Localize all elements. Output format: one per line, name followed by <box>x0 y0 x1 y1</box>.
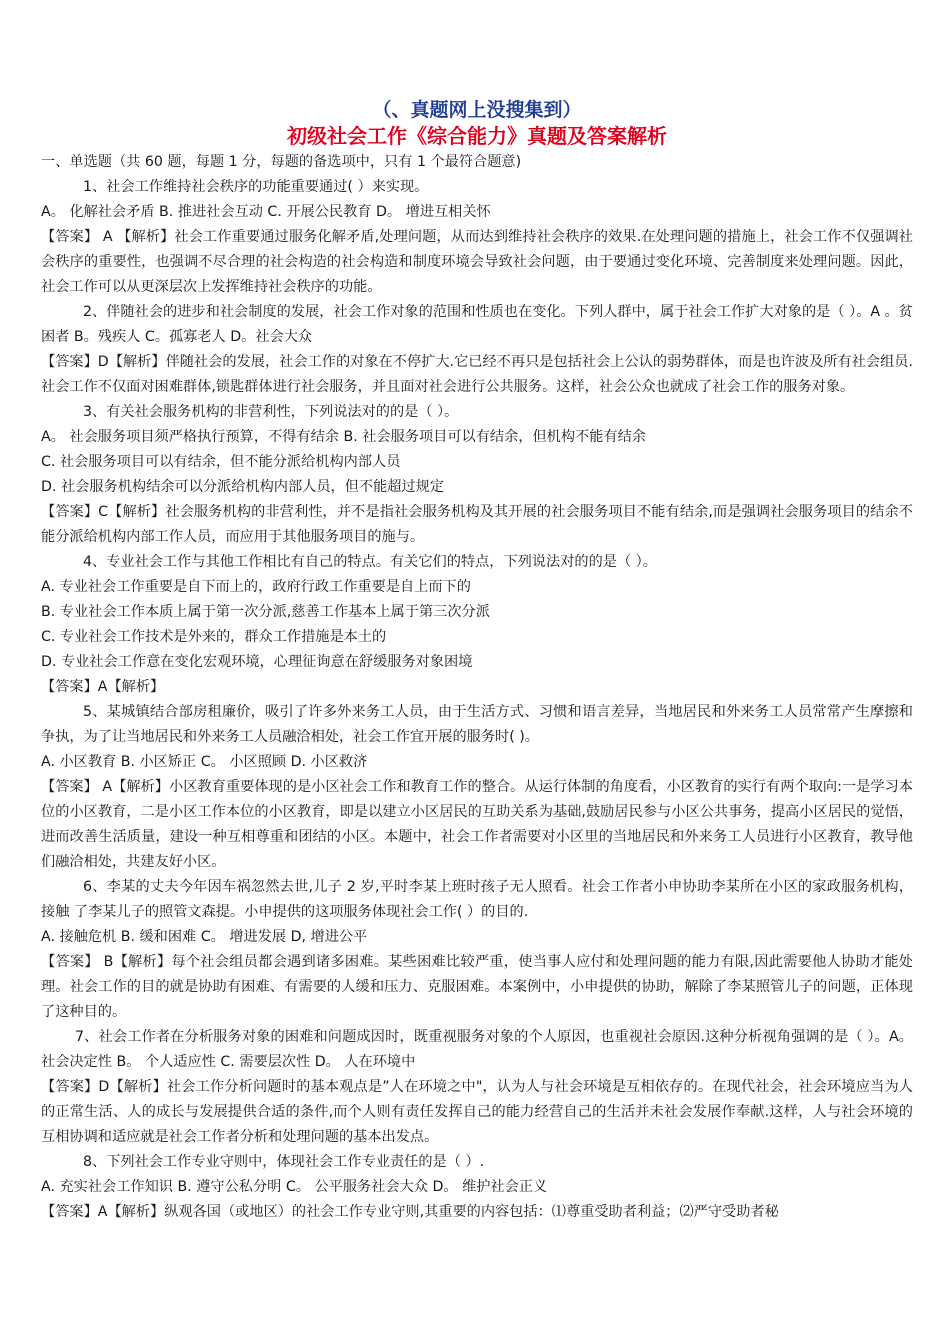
question-answer: 【答案】C【解析】社会服务机构的非营利性，并不是指社会服务机构及其开展的社会服务项目不能有结余,而是强调社会服务项目的结余不能分派给机构内部工作人员，而应用于其他服务项目的施与。 <box>41 504 913 545</box>
question-7 <box>41 1025 913 1150</box>
document-content <box>41 97 913 1225</box>
question-answer: 【答案】D【解析】伴随社会的发展，社会工作的对象在不停扩大.它已经不再只是包括社会上公认的弱势群体，而是也许波及所有社会组员.社会工作不仅面对困难群体,锁匙群体进行社会服务，并且面对社会进行公共服务。这样，社会公众也就成了社会工作的服务对象。 <box>41 354 913 395</box>
question-2 <box>41 300 913 400</box>
question-1 <box>41 175 913 300</box>
question-answer: 【答案】 B【解析】每个社会组员都会遇到诸多困难。某些困难比较严重，使当事人应付和处理问题的能力有限,因此需要他人协助才能处理。社会工作的目的就是协助有困难、有需要的人缓和压力、克服困难。本案例中，小申提供的协助，解除了李某照管儿子的问题，正体现了这种目的。 <box>41 954 913 1020</box>
question-options: D. 社会服务机构结余可以分派给机构内部人员，但不能超过规定 <box>41 479 445 495</box>
question-6 <box>41 875 913 1025</box>
question-stem: 1、社会工作维持社会秩序的功能重要通过( ）来实现。 <box>83 179 429 195</box>
section-heading: 一、单选题（共 60 题，每题 1 分，每题的备选项中，只有 1 个最符合题意) <box>41 154 522 170</box>
document-title: 初级社会工作《综合能力》真题及答案解析 <box>287 124 667 148</box>
question-options: C. 专业社会工作技术是外来的，群众工作措施是本土的 <box>41 629 387 645</box>
question-8 <box>41 1150 913 1225</box>
question-options: A. 专业社会工作重要是自下而上的，政府行政工作重要是自上而下的 <box>41 579 471 595</box>
question-options: A. 小区教育 B. 小区矫正 C。 小区照顾 D. 小区救济 <box>41 754 368 770</box>
question-stem: 4、专业社会工作与其他工作相比有自己的特点。有关它们的特点，下列说法对的的是（ ）。 <box>83 554 657 570</box>
question-options: A。 化解社会矛盾 B. 推进社会互动 C. 开展公民教育 D。 增进互相关怀 <box>41 204 491 220</box>
question-answer: 【答案】A【解析】 <box>41 679 165 695</box>
question-options: A. 充实社会工作知识 B. 遵守公私分明 C。 公平服务社会大众 D。 维护社会正义 <box>41 1179 548 1195</box>
question-stem: 5、某城镇结合部房租廉价，吸引了许多外来务工人员，由于生活方式、习惯和语言差异，当地居民和外来务工人员常常产生摩擦和争执，为了让当地居民和外来务工人员融洽相处，社会工作宜开展的服务时( )。 <box>41 704 913 745</box>
question-4 <box>41 550 913 700</box>
question-answer: 【答案】D【解析】社会工作分析问题时的基本观点是”人在环境之中"，认为人与社会环境是互相依存的。在现代社会，社会环境应当为人的正常生活、人的成长与发展提供合适的条件,而个人则有责任发挥自己的能力经营自己的生活并未社会发展作奉献.这样，人与社会环境的互相协调和适应就是社会工作者分析和处理问题的基本出发点。 <box>41 1079 913 1145</box>
question-answer: 【答案】 A【解析】小区教育重要体现的是小区社会工作和教育工作的整合。从运行体制的角度看，小区教育的实行有两个取向:一是学习本位的小区教育，二是小区工作本位的小区教育，即是以建立小区居民的互助关系为基础,鼓励居民参与小区公共事务，提高小区居民的觉悟，进而改善生活质量，建设一种互相尊重和团结的小区。本题中，社会工作者需要对小区里的当地居民和外来务工人员进行小区教育，教导他们融洽相处，共建友好小区。 <box>41 779 913 870</box>
question-options: B. 专业社会工作本质上属于第一次分派,慈善工作基本上属于第三次分派 <box>41 604 490 620</box>
question-3 <box>41 400 913 550</box>
question-5 <box>41 700 913 875</box>
question-options: A. 接触危机 B. 缓和困难 C。 增进发展 D, 增进公平 <box>41 929 368 945</box>
document-subtitle: （、真题网上没搜集到） <box>372 99 582 121</box>
question-stem: 6、李某的丈夫今年因车祸忽然去世,儿子 2 岁,平时李某上班时孩子无人照看。社会工作者小申协助李某所在小区的家政服务机构，接触 了李某儿子的照管文森提。小申提供的这项服务体现社会工作( ）的目的. <box>41 879 913 920</box>
question-stem: 8、下列社会工作专业守则中，体现社会工作专业责任的是（ ）. <box>83 1154 485 1170</box>
question-answer: 【答案】 A 【解析】社会工作重要通过服务化解矛盾,处理问题，从而达到维持社会秩序的效果.在处理问题的措施上，社会工作不仅强调社会秩序的重要性，也强调不尽合理的社会构造的社会构造和制度环境会导致社会问题，由于要通过变化环境、完善制度来处理问题。因此，社会工作可以从更深层次上发挥维持社会秩序的功能。 <box>41 229 913 295</box>
question-answer: 【答案】A【解析】纵观各国（或地区）的社会工作专业守则,其重要的内容包括：⑴尊重受助者利益；⑵严守受助者秘 <box>41 1204 779 1220</box>
question-options: D. 专业社会工作意在变化宏观环境，心理征询意在舒缓服务对象困境 <box>41 654 473 670</box>
question-stem: 2、伴随社会的进步和社会制度的发展，社会工作对象的范围和性质也在变化。下列人群中，属于社会工作扩大对象的是（ ）。A 。贫困者 B。残疾人 C。孤寡老人 D。社会大众 <box>41 304 913 345</box>
question-stem: 7、社会工作者在分析服务对象的困难和问题成因时，既重视服务对象的个人原因，也重视社会原因.这种分析视角强调的是（ ）。A。 社会决定性 B。 个人适应性 C. 需要层次性 D。 人在环境中 <box>41 1029 913 1070</box>
question-options: A。 社会服务项目须严格执行预算，不得有结余 B. 社会服务项目可以有结余，但机构不能有结余 <box>41 429 646 445</box>
question-options: C. 社会服务项目可以有结余，但不能分派给机构内部人员 <box>41 454 401 470</box>
question-stem: 3、有关社会服务机构的非营利性，下列说法对的的是（ ）。 <box>83 404 459 420</box>
